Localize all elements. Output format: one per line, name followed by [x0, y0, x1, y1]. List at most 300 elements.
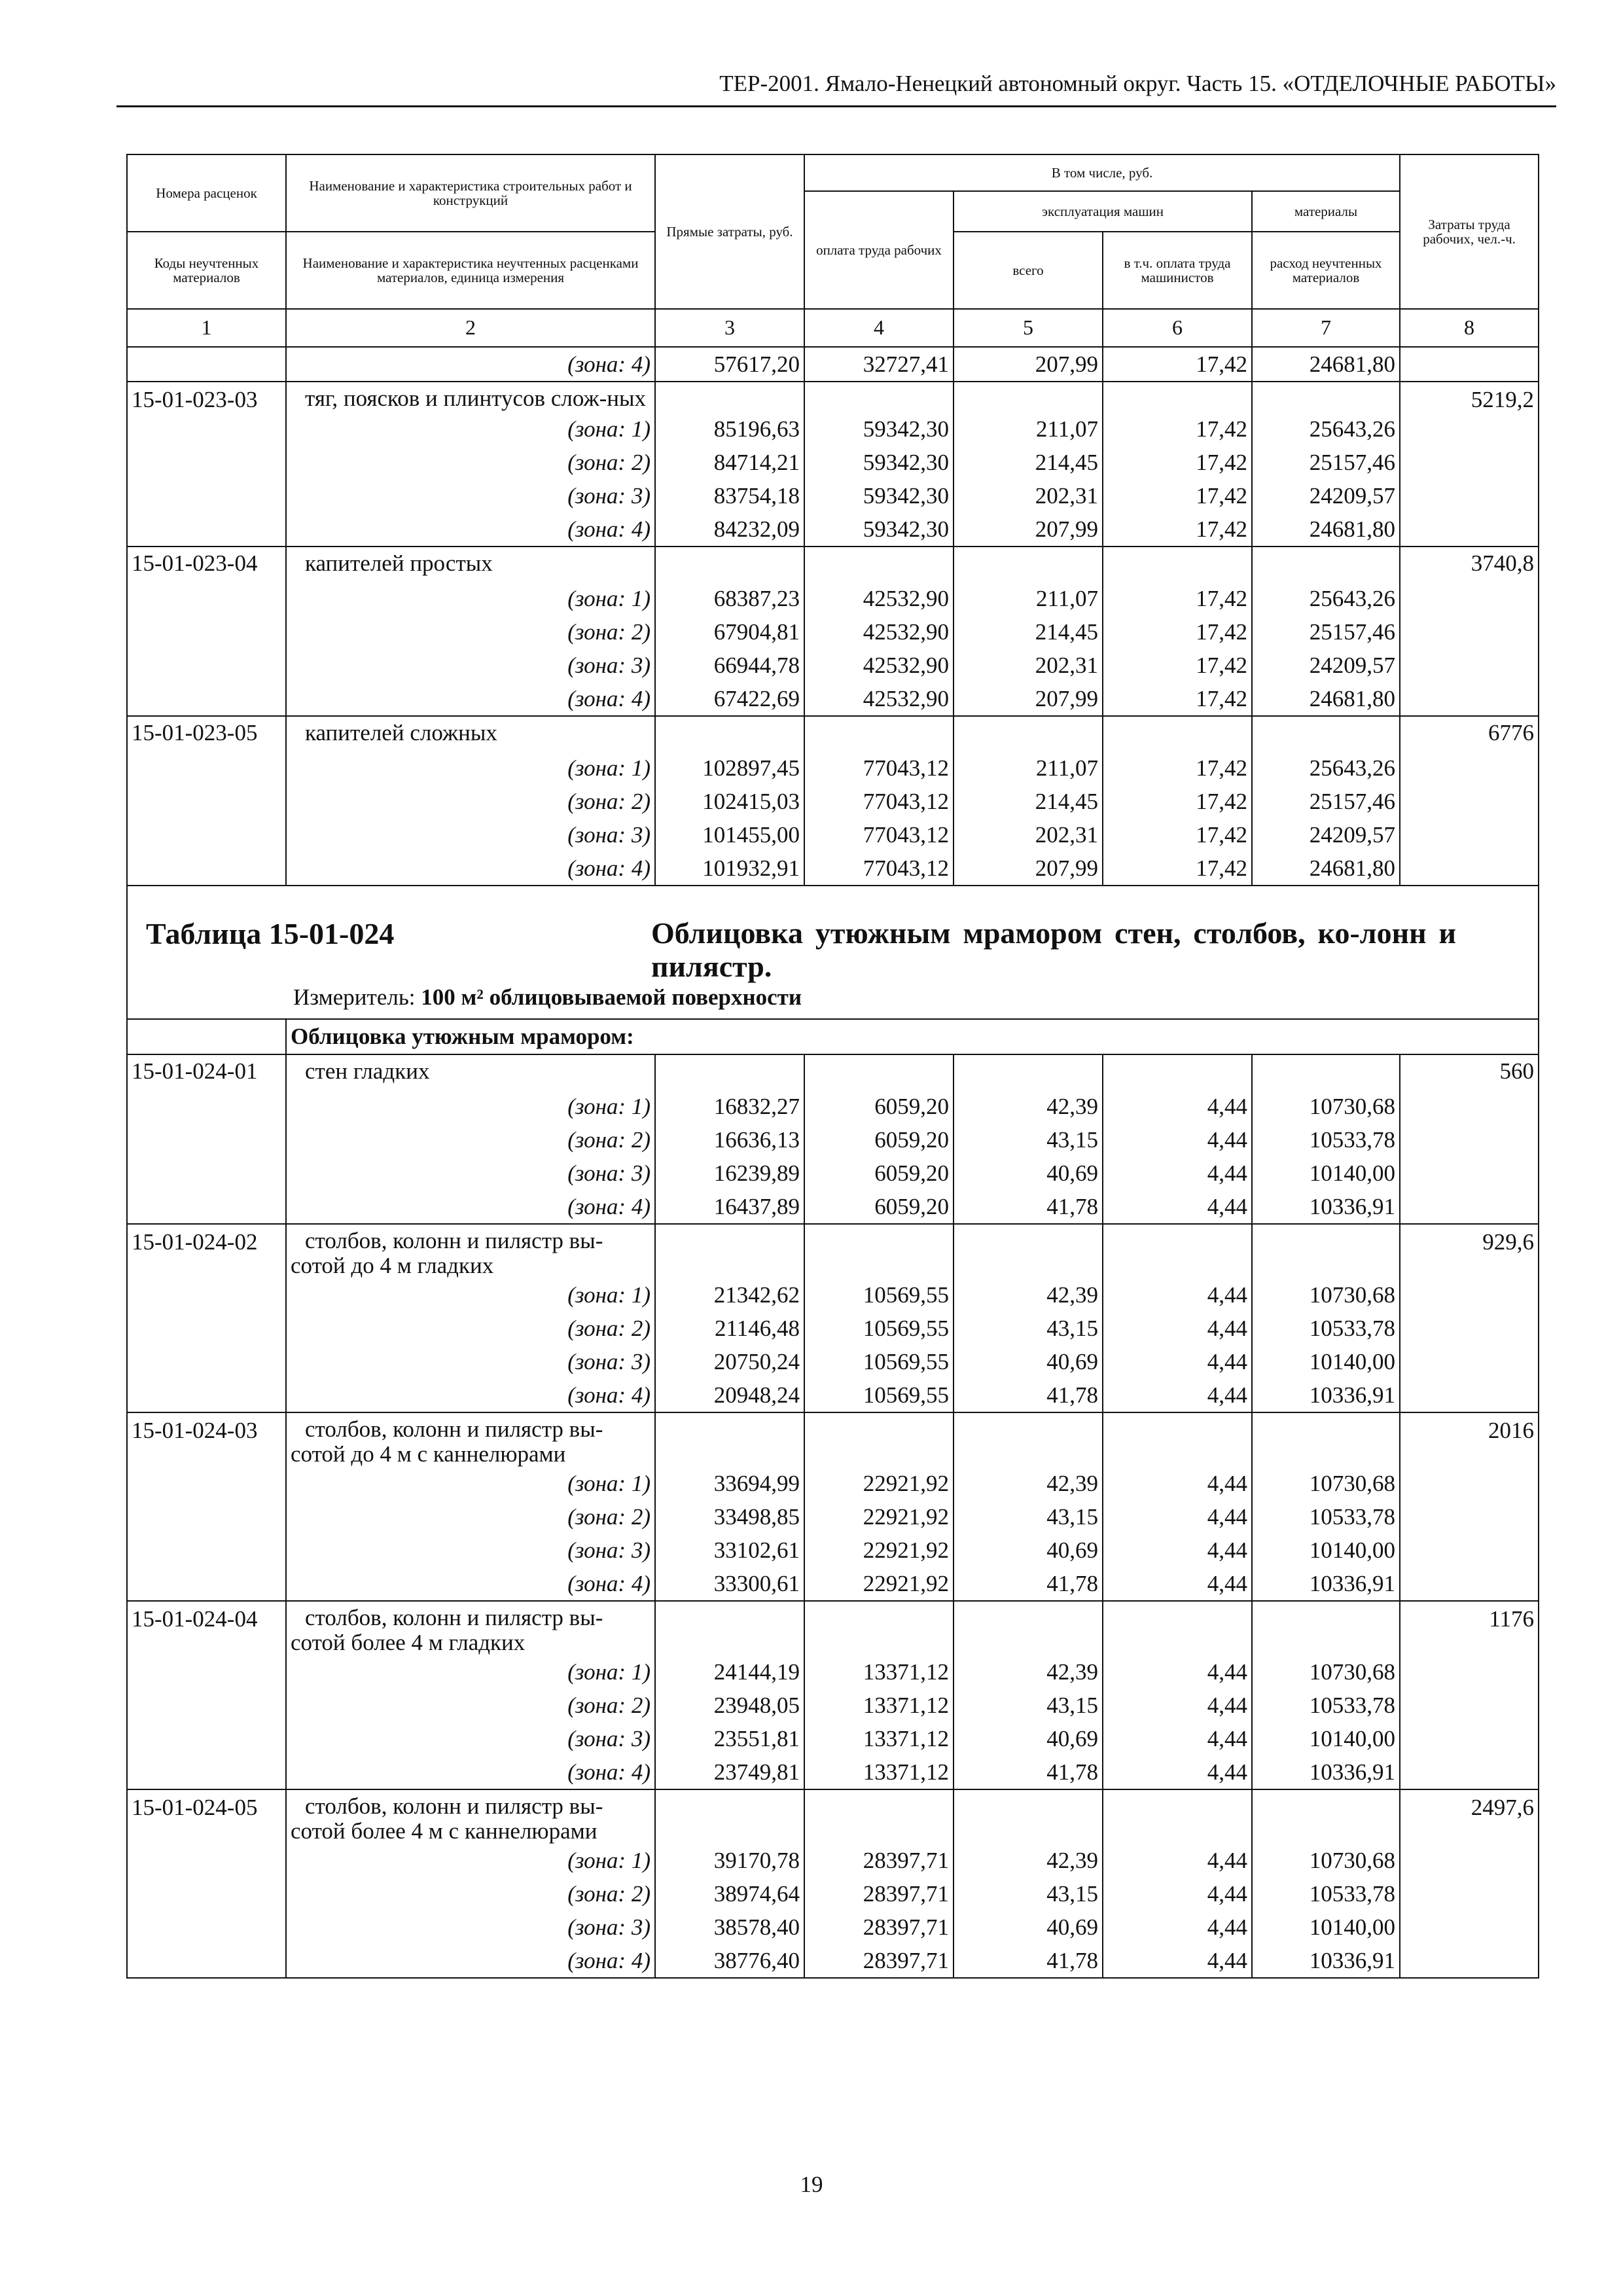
value-cell [1252, 1412, 1400, 1467]
code-cell [127, 1378, 286, 1412]
group-title: Облицовка утюжным мрамором: [286, 1019, 1539, 1054]
labor-cell [1400, 1877, 1539, 1910]
rate-item-row [127, 1054, 1539, 1090]
table-row [127, 615, 1539, 649]
value-cell: 24681,80 [1252, 347, 1400, 382]
labor-cell [1400, 479, 1539, 512]
rate-description: стен гладких [286, 1054, 655, 1090]
rate-description: капителей простых [286, 547, 655, 582]
code-cell [127, 1655, 286, 1689]
value-cell: 10140,00 [1252, 1157, 1400, 1190]
col-number: 7 [1252, 309, 1400, 347]
labor-cell [1400, 1278, 1539, 1312]
zone-label: (зона: 1) [286, 1655, 655, 1689]
code-cell [127, 512, 286, 547]
rate-code: 15-01-024-01 [127, 1054, 286, 1090]
labor-cell [1400, 347, 1539, 382]
value-cell: 28397,71 [804, 1844, 954, 1877]
value-cell [954, 1054, 1103, 1090]
labor-cell [1400, 649, 1539, 682]
table-row [127, 1655, 1539, 1689]
labor-cell [1400, 1910, 1539, 1944]
value-cell: 84232,09 [655, 512, 804, 547]
value-cell: 10730,68 [1252, 1844, 1400, 1877]
value-cell: 59342,30 [804, 412, 954, 446]
value-cell: 4,44 [1103, 1278, 1252, 1312]
labor-cell [1400, 412, 1539, 446]
zone-label: (зона: 2) [286, 446, 655, 479]
zone-label: (зона: 3) [286, 1910, 655, 1944]
running-header: ТЕР-2001. Ямало-Ненецкий автономный округ. Часть 15. «ОТДЕЛОЧНЫЕ РАБОТЫ» [719, 71, 1556, 96]
value-cell: 6059,20 [804, 1157, 954, 1190]
value-cell: 41,78 [954, 1567, 1103, 1601]
value-cell: 16239,89 [655, 1157, 804, 1190]
unit-prefix: Измеритель: [293, 984, 421, 1010]
table-row [127, 1090, 1539, 1123]
code-cell [127, 1910, 286, 1944]
table-row [127, 649, 1539, 682]
rate-description: столбов, колонн и пилястр вы-сотой более 4 м с каннелюрами [286, 1789, 655, 1844]
value-cell [655, 1224, 804, 1278]
zone-label: (зона: 2) [286, 1123, 655, 1157]
value-cell: 17,42 [1103, 751, 1252, 785]
rate-description: столбов, колонн и пилястр вы-сотой до 4 м гладких [286, 1224, 655, 1278]
value-cell: 42,39 [954, 1467, 1103, 1500]
value-cell: 6059,20 [804, 1190, 954, 1224]
value-cell: 41,78 [954, 1378, 1103, 1412]
value-cell: 16832,27 [655, 1090, 804, 1123]
section-number: Таблица 15-01-024 [146, 917, 395, 950]
value-cell [1103, 1224, 1252, 1278]
value-cell: 25643,26 [1252, 412, 1400, 446]
value-cell: 28397,71 [804, 1877, 954, 1910]
value-cell: 17,42 [1103, 615, 1252, 649]
value-cell: 10140,00 [1252, 1910, 1400, 1944]
value-cell: 41,78 [954, 1944, 1103, 1978]
labor-cell [1400, 1567, 1539, 1601]
value-cell: 4,44 [1103, 1312, 1252, 1345]
value-cell: 77043,12 [804, 751, 954, 785]
value-cell: 101932,91 [655, 852, 804, 886]
labor-cell [1400, 1345, 1539, 1378]
value-cell: 23948,05 [655, 1689, 804, 1722]
value-cell: 42532,90 [804, 649, 954, 682]
value-cell: 40,69 [954, 1534, 1103, 1567]
value-cell: 24209,57 [1252, 818, 1400, 852]
value-cell: 13371,12 [804, 1655, 954, 1689]
value-cell: 10730,68 [1252, 1467, 1400, 1500]
labor-cell [1400, 1500, 1539, 1534]
table-row [127, 582, 1539, 615]
value-cell [954, 547, 1103, 582]
value-cell: 17,42 [1103, 852, 1252, 886]
value-cell: 101455,00 [655, 818, 804, 852]
labor-cell [1400, 785, 1539, 818]
zone-label: (зона: 1) [286, 1278, 655, 1312]
col-header-machine-operation: эксплуатация машин [954, 191, 1252, 232]
unit-value: 100 м² облицовываемой поверхности [421, 984, 802, 1010]
value-cell: 38578,40 [655, 1910, 804, 1944]
rate-item-row [127, 1412, 1539, 1467]
table-row [127, 1755, 1539, 1789]
labor-cell [1400, 1655, 1539, 1689]
value-cell: 17,42 [1103, 818, 1252, 852]
value-cell: 33694,99 [655, 1467, 804, 1500]
table-row [127, 512, 1539, 547]
value-cell [655, 1601, 804, 1655]
value-cell: 24681,80 [1252, 512, 1400, 547]
value-cell: 17,42 [1103, 446, 1252, 479]
code-cell [127, 682, 286, 716]
value-cell: 10533,78 [1252, 1500, 1400, 1534]
value-cell: 211,07 [954, 751, 1103, 785]
value-cell [954, 1224, 1103, 1278]
value-cell: 40,69 [954, 1910, 1103, 1944]
value-cell: 85196,63 [655, 412, 804, 446]
value-cell: 28397,71 [804, 1944, 954, 1978]
value-cell [954, 382, 1103, 412]
col-header-materials: материалы [1252, 191, 1400, 232]
zone-label: (зона: 4) [286, 1755, 655, 1789]
value-cell: 67422,69 [655, 682, 804, 716]
value-cell: 42,39 [954, 1844, 1103, 1877]
col-header-direct-costs: Прямые затраты, руб. [655, 154, 804, 309]
col-number: 5 [954, 309, 1103, 347]
code-cell [127, 818, 286, 852]
table-row [127, 446, 1539, 479]
value-cell: 59342,30 [804, 446, 954, 479]
value-cell: 17,42 [1103, 412, 1252, 446]
rate-code: 15-01-024-03 [127, 1412, 286, 1467]
labor-value: 6776 [1400, 716, 1539, 751]
value-cell: 4,44 [1103, 1157, 1252, 1190]
value-cell: 211,07 [954, 582, 1103, 615]
col-header-rate-numbers: Номера расценок [127, 154, 286, 232]
value-cell: 4,44 [1103, 1534, 1252, 1567]
value-cell [1103, 382, 1252, 412]
col-number: 6 [1103, 309, 1252, 347]
value-cell [804, 1224, 954, 1278]
labor-cell [1400, 1844, 1539, 1877]
zone-label: (зона: 1) [286, 412, 655, 446]
value-cell: 42,39 [954, 1655, 1103, 1689]
labor-cell [1400, 1467, 1539, 1500]
value-cell: 4,44 [1103, 1944, 1252, 1978]
value-cell: 43,15 [954, 1877, 1103, 1910]
table-row [127, 1944, 1539, 1978]
value-cell: 207,99 [954, 852, 1103, 886]
labor-cell [1400, 852, 1539, 886]
value-cell: 10336,91 [1252, 1190, 1400, 1224]
value-cell: 10336,91 [1252, 1567, 1400, 1601]
table-row [127, 1312, 1539, 1345]
value-cell: 211,07 [954, 412, 1103, 446]
code-cell [127, 1689, 286, 1722]
value-cell: 10336,91 [1252, 1944, 1400, 1978]
table-row [127, 1567, 1539, 1601]
value-cell: 42532,90 [804, 582, 954, 615]
rate-code: 15-01-023-04 [127, 547, 286, 582]
labor-cell [1400, 682, 1539, 716]
code-cell [127, 1312, 286, 1345]
header-rule [116, 105, 1556, 107]
rate-code: 15-01-024-04 [127, 1601, 286, 1655]
value-cell: 10140,00 [1252, 1722, 1400, 1755]
zone-label: (зона: 2) [286, 615, 655, 649]
value-cell: 10533,78 [1252, 1689, 1400, 1722]
zone-label: (зона: 3) [286, 1157, 655, 1190]
code-cell [127, 1722, 286, 1755]
value-cell: 68387,23 [655, 582, 804, 615]
value-cell: 67904,81 [655, 615, 804, 649]
zone-label: (зона: 1) [286, 1090, 655, 1123]
table-row [127, 818, 1539, 852]
col-number: 3 [655, 309, 804, 347]
value-cell: 84714,21 [655, 446, 804, 479]
value-cell: 33300,61 [655, 1567, 804, 1601]
labor-value: 2497,6 [1400, 1789, 1539, 1844]
code-cell [127, 1278, 286, 1312]
table-row [127, 1278, 1539, 1312]
code-cell [127, 1534, 286, 1567]
value-cell: 4,44 [1103, 1500, 1252, 1534]
value-cell [655, 547, 804, 582]
value-cell [804, 716, 954, 751]
value-cell: 43,15 [954, 1312, 1103, 1345]
col-header-material-names: Наименование и характеристика неучтенных расценками материалов, единица измерения [286, 232, 655, 309]
labor-cell [1400, 1190, 1539, 1224]
value-cell: 22921,92 [804, 1467, 954, 1500]
zone-label: (зона: 3) [286, 649, 655, 682]
zone-label: (зона: 1) [286, 582, 655, 615]
code-cell [127, 1123, 286, 1157]
rate-description: капителей сложных [286, 716, 655, 751]
value-cell: 33102,61 [655, 1534, 804, 1567]
value-cell: 33498,85 [655, 1500, 804, 1534]
value-cell: 16437,89 [655, 1190, 804, 1224]
value-cell: 43,15 [954, 1689, 1103, 1722]
table-row [127, 852, 1539, 886]
labor-cell [1400, 1944, 1539, 1978]
value-cell [1103, 1789, 1252, 1844]
labor-cell [1400, 615, 1539, 649]
col-header-labor-costs: Затраты труда рабочих, чел.-ч. [1400, 154, 1539, 309]
value-cell: 40,69 [954, 1722, 1103, 1755]
zone-label: (зона: 3) [286, 479, 655, 512]
table-row [127, 1345, 1539, 1378]
col-header-including: В том числе, руб. [804, 154, 1400, 191]
value-cell: 25157,46 [1252, 785, 1400, 818]
value-cell: 41,78 [954, 1755, 1103, 1789]
rates-table [126, 154, 1539, 1979]
value-cell [655, 1412, 804, 1467]
table-row [127, 1190, 1539, 1224]
labor-cell [1400, 818, 1539, 852]
code-cell [127, 582, 286, 615]
value-cell: 10336,91 [1252, 1378, 1400, 1412]
value-cell: 4,44 [1103, 1467, 1252, 1500]
value-cell: 4,44 [1103, 1722, 1252, 1755]
value-cell: 20750,24 [655, 1345, 804, 1378]
value-cell: 4,44 [1103, 1090, 1252, 1123]
value-cell: 23749,81 [655, 1755, 804, 1789]
value-cell: 102897,45 [655, 751, 804, 785]
value-cell: 42,39 [954, 1090, 1103, 1123]
value-cell: 10336,91 [1252, 1755, 1400, 1789]
col-number: 2 [286, 309, 655, 347]
value-cell: 83754,18 [655, 479, 804, 512]
value-cell [804, 1054, 954, 1090]
value-cell: 23551,81 [655, 1722, 804, 1755]
value-cell: 21146,48 [655, 1312, 804, 1345]
value-cell: 16636,13 [655, 1123, 804, 1157]
code-cell [127, 1755, 286, 1789]
value-cell: 25643,26 [1252, 751, 1400, 785]
group-code-cell [127, 1019, 286, 1054]
code-cell [127, 785, 286, 818]
rate-description: тяг, поясков и плинтусов слож-ных [286, 382, 655, 412]
value-cell: 25643,26 [1252, 582, 1400, 615]
value-cell: 25157,46 [1252, 446, 1400, 479]
value-cell: 4,44 [1103, 1345, 1252, 1378]
col-header-work-name: Наименование и характеристика строительных работ и конструкций [286, 154, 655, 232]
labor-cell [1400, 1312, 1539, 1345]
table-row [127, 1844, 1539, 1877]
value-cell [1252, 1224, 1400, 1278]
unit-of-measure [293, 984, 802, 1011]
value-cell [1252, 382, 1400, 412]
value-cell [655, 1789, 804, 1844]
zone-label: (зона: 2) [286, 785, 655, 818]
table-header [127, 154, 1539, 347]
value-cell [1252, 1601, 1400, 1655]
table-row [127, 1157, 1539, 1190]
rate-code: 15-01-023-03 [127, 382, 286, 412]
value-cell: 42532,90 [804, 615, 954, 649]
value-cell: 24209,57 [1252, 479, 1400, 512]
rate-code: 15-01-023-05 [127, 716, 286, 751]
value-cell: 207,99 [954, 347, 1103, 382]
value-cell: 10569,55 [804, 1312, 954, 1345]
table-row [127, 1467, 1539, 1500]
value-cell [804, 1412, 954, 1467]
value-cell: 214,45 [954, 785, 1103, 818]
code-cell [127, 1567, 286, 1601]
labor-value: 1176 [1400, 1601, 1539, 1655]
value-cell [1103, 1054, 1252, 1090]
code-cell [127, 1157, 286, 1190]
rate-item-row [127, 1224, 1539, 1278]
table-row [127, 1534, 1539, 1567]
labor-value: 5219,2 [1400, 382, 1539, 412]
value-cell: 10533,78 [1252, 1123, 1400, 1157]
col-header-machine-total: всего [954, 232, 1103, 309]
value-cell: 22921,92 [804, 1567, 954, 1601]
code-cell [127, 412, 286, 446]
zone-label: (зона: 2) [286, 1689, 655, 1722]
rate-item-row [127, 1789, 1539, 1844]
page-number: 19 [800, 2172, 823, 2197]
zone-label: (зона: 2) [286, 1500, 655, 1534]
value-cell: 10730,68 [1252, 1655, 1400, 1689]
value-cell: 13371,12 [804, 1722, 954, 1755]
col-header-worker-pay: оплата труда рабочих [804, 191, 954, 309]
value-cell: 21342,62 [655, 1278, 804, 1312]
col-number: 1 [127, 309, 286, 347]
col-header-material-usage: расход неучтенных материалов [1252, 232, 1400, 309]
value-cell: 38974,64 [655, 1877, 804, 1910]
rate-code: 15-01-024-02 [127, 1224, 286, 1278]
col-number: 4 [804, 309, 954, 347]
code-cell [127, 347, 286, 382]
value-cell: 32727,41 [804, 347, 954, 382]
value-cell: 4,44 [1103, 1655, 1252, 1689]
value-cell: 22921,92 [804, 1500, 954, 1534]
zone-label: (зона: 3) [286, 1534, 655, 1567]
zone-label: (зона: 1) [286, 751, 655, 785]
section-title: Облицовка утюжным мрамором стен, столбов, ко-лонн и пилястр. [651, 916, 1456, 983]
rate-item-row [127, 716, 1539, 751]
value-cell: 17,42 [1103, 582, 1252, 615]
value-cell: 4,44 [1103, 1378, 1252, 1412]
value-cell: 17,42 [1103, 682, 1252, 716]
value-cell: 42,39 [954, 1278, 1103, 1312]
value-cell: 10533,78 [1252, 1312, 1400, 1345]
zone-label: (зона: 4) [286, 1190, 655, 1224]
value-cell: 41,78 [954, 1190, 1103, 1224]
value-cell [1103, 716, 1252, 751]
rate-item-row [127, 1601, 1539, 1655]
labor-cell [1400, 1090, 1539, 1123]
value-cell [804, 382, 954, 412]
value-cell: 24209,57 [1252, 649, 1400, 682]
value-cell: 10730,68 [1252, 1278, 1400, 1312]
code-cell [127, 649, 286, 682]
rate-item-row [127, 547, 1539, 582]
value-cell: 6059,20 [804, 1123, 954, 1157]
zone-label: (зона: 4) [286, 1567, 655, 1601]
table-row [127, 785, 1539, 818]
value-cell: 207,99 [954, 512, 1103, 547]
value-cell: 25157,46 [1252, 615, 1400, 649]
zone-label: (зона: 4) [286, 512, 655, 547]
code-cell [127, 1500, 286, 1534]
table-row [127, 347, 1539, 382]
value-cell: 10140,00 [1252, 1534, 1400, 1567]
value-cell [954, 1601, 1103, 1655]
value-cell: 202,31 [954, 649, 1103, 682]
value-cell: 40,69 [954, 1345, 1103, 1378]
value-cell [655, 716, 804, 751]
labor-value: 929,6 [1400, 1224, 1539, 1278]
code-cell [127, 1090, 286, 1123]
value-cell: 10569,55 [804, 1278, 954, 1312]
code-cell [127, 1944, 286, 1978]
rate-code: 15-01-024-05 [127, 1789, 286, 1844]
zone-label: (зона: 1) [286, 1844, 655, 1877]
value-cell: 17,42 [1103, 347, 1252, 382]
code-cell [127, 852, 286, 886]
value-cell: 4,44 [1103, 1123, 1252, 1157]
value-cell: 24681,80 [1252, 852, 1400, 886]
value-cell: 17,42 [1103, 479, 1252, 512]
rate-description: столбов, колонн и пилястр вы-сотой более 4 м гладких [286, 1601, 655, 1655]
value-cell: 43,15 [954, 1500, 1103, 1534]
value-cell: 57617,20 [655, 347, 804, 382]
zone-label: (зона: 4) [286, 852, 655, 886]
value-cell: 24144,19 [655, 1655, 804, 1689]
value-cell: 59342,30 [804, 479, 954, 512]
